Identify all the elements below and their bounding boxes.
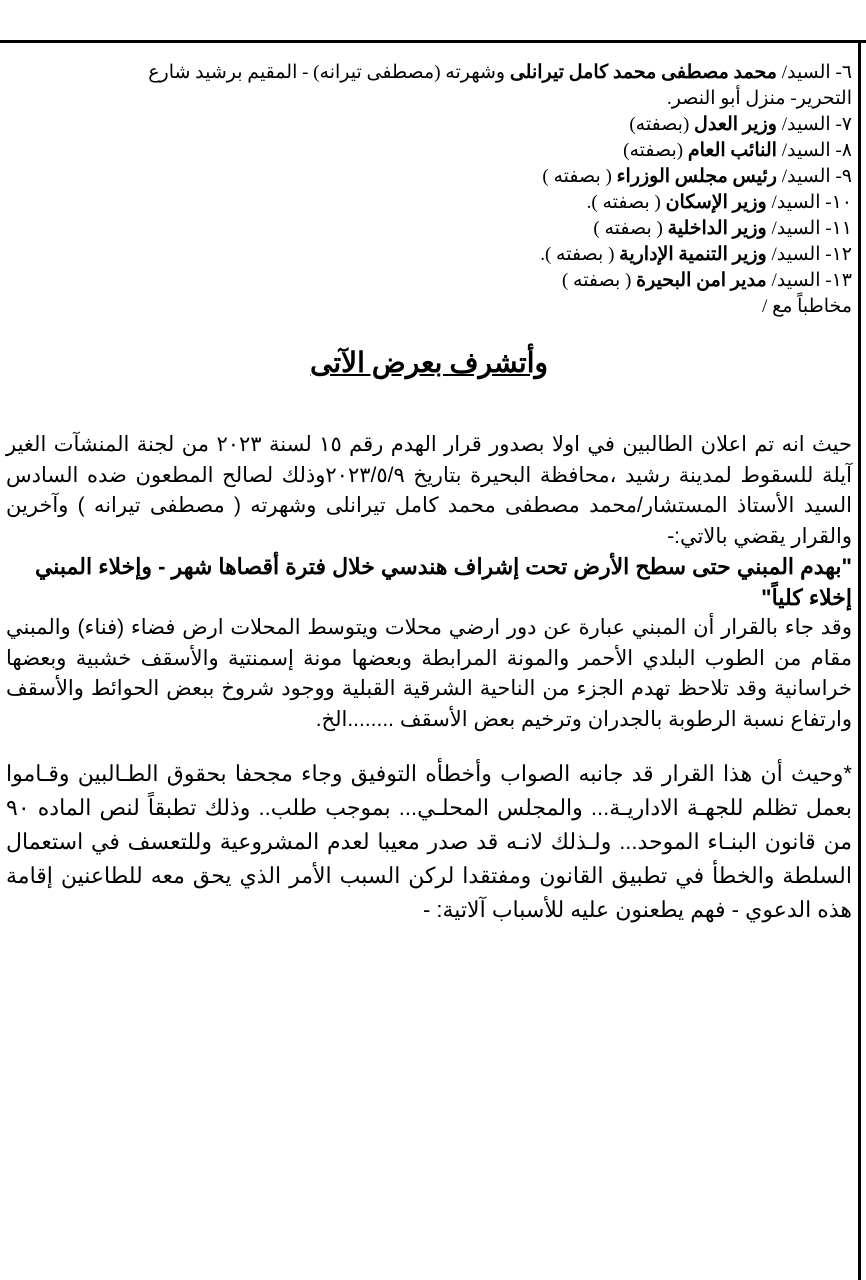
recipient-name: وزير التنمية الإدارية: [619, 244, 767, 265]
recipient-line: [6, 268, 852, 294]
recipient-name: النائب العام: [687, 140, 777, 161]
recipient-detail: ( بصفته ).: [540, 244, 620, 265]
recipient-detail: (بصفته): [629, 114, 695, 135]
recipient-number: ٨- السيد/: [776, 140, 852, 161]
recipient-name: مدير امن البحيرة: [636, 270, 767, 291]
recipient-detail: ( بصفته ): [561, 270, 637, 291]
recipient-name: وزير الإسكان: [665, 192, 767, 213]
recipient-detail: ( بصفته ): [542, 166, 617, 187]
recipient-line: [6, 190, 852, 216]
quoted-decision: "بهدم المبني حتى سطح الأرض تحت إشراف هندسي خلال فترة أقصاها شهر - وإخلاء المبني إخلاء كلياً": [34, 554, 852, 610]
recipient-number: ١١- السيد/: [766, 218, 852, 239]
recipient-number: ٦- السيد/: [776, 62, 852, 83]
paragraph-grounds: *وحيث أن هذا القرار قد جانبه الصواب وأخطأه التوفيق وجاء مجحفا بحقوق الطـالبين وقـاموا بعمل تظلم للجهـة الاداريـة... والمجلس المحلـي... بموجب طلب.. وذلك تطبقاً لنص الماده ٩٠ من قانون البنـاء الموحد... ولـذلك لانـه قد صدر معيبا لعدم المشروعية وللتعسف في استعمال السلطة والخطأ في تطبيق القانون ومفتقدا لركن السبب الأمر الذي يحق معه للطاعنين إقامة هذه الدعوي - فهم يطعنون عليه للأسباب آلاتية: -: [6, 761, 852, 922]
recipient-name: وزير العدل: [694, 114, 777, 135]
recipient-number: ٩- السيد/: [776, 166, 852, 187]
paragraph-intro: حيث انه تم اعلان الطالبين في اولا بصدور قرار الهدم رقم ١٥ لسنة ٢٠٢٣ من لجنة المنشآت الغير آيلة للسقوط لمدينة رشيد ،محافظة البحيرة بتاريخ ٢٠٢٣/٥/٩وذلك لصالح المطعون ضده السادس السيد الأستاذ المستشار/محمد مصطفى محمد كامل تيرانلى وشهرته ( مصطفى تيرانه ) وآخرين والقرار يقضي بالاتي:-: [6, 433, 852, 548]
recipient-list: [6, 60, 852, 320]
recipient-line: [6, 138, 852, 164]
page-border-right: [858, 40, 861, 1280]
recipient-line: [6, 112, 852, 138]
recipient-name: محمد مصطفى محمد كامل تيرانلى: [509, 62, 777, 83]
recipient-line: [6, 216, 852, 242]
spacer: [6, 735, 852, 757]
recipient-detail: التحرير- منزل أبو النصر.: [667, 88, 852, 109]
recipient-line: [6, 294, 852, 320]
recipient-line: [6, 164, 852, 190]
document-content: [6, 60, 852, 927]
page-border-top: [0, 40, 866, 43]
recipient-number: ٧- السيد/: [776, 114, 852, 135]
recipient-detail: (بصفته): [623, 140, 688, 161]
recipient-name: رئيس مجلس الوزراء: [616, 166, 777, 187]
recipient-detail: وشهرته (مصطفى تيرانه) - المقيم برشيد شارع: [148, 62, 510, 83]
recipient-detail: ( بصفته ).: [586, 192, 666, 213]
recipient-line: [6, 86, 852, 112]
recipient-number: ١٢- السيد/: [766, 244, 852, 265]
recipient-detail: ( بصفته ): [593, 218, 668, 239]
recipient-line: [6, 242, 852, 268]
recipient-number: ١٣- السيد/: [766, 270, 852, 291]
recipient-detail: مخاطباً مع /: [762, 296, 852, 317]
recipient-name: وزير الداخلية: [667, 218, 767, 239]
recipient-number: ١٠- السيد/: [766, 192, 852, 213]
recipient-line: [6, 60, 852, 86]
section-heading: وأتشرف بعرض الآتى: [309, 348, 549, 379]
paragraph-building-description: وقد جاء بالقرار أن المبني عبارة عن دور ارضي محلات ويتوسط المحلات ارض فضاء (فناء) والمبني مقام من الطوب البلدي الأحمر والمونة المرابطة وبعضها مونة إسمنتية والأسقف خشبية وبعضها خراسانية وقد تلاحظ تهدم الجزء من الناحية الشرقية القبلية ووجود شروخ ببعض الحوائط والأسقف وارتفاع نسبة الرطوبة بالجدران وترخيم بعض الأسقف ........الخ.: [6, 616, 852, 731]
